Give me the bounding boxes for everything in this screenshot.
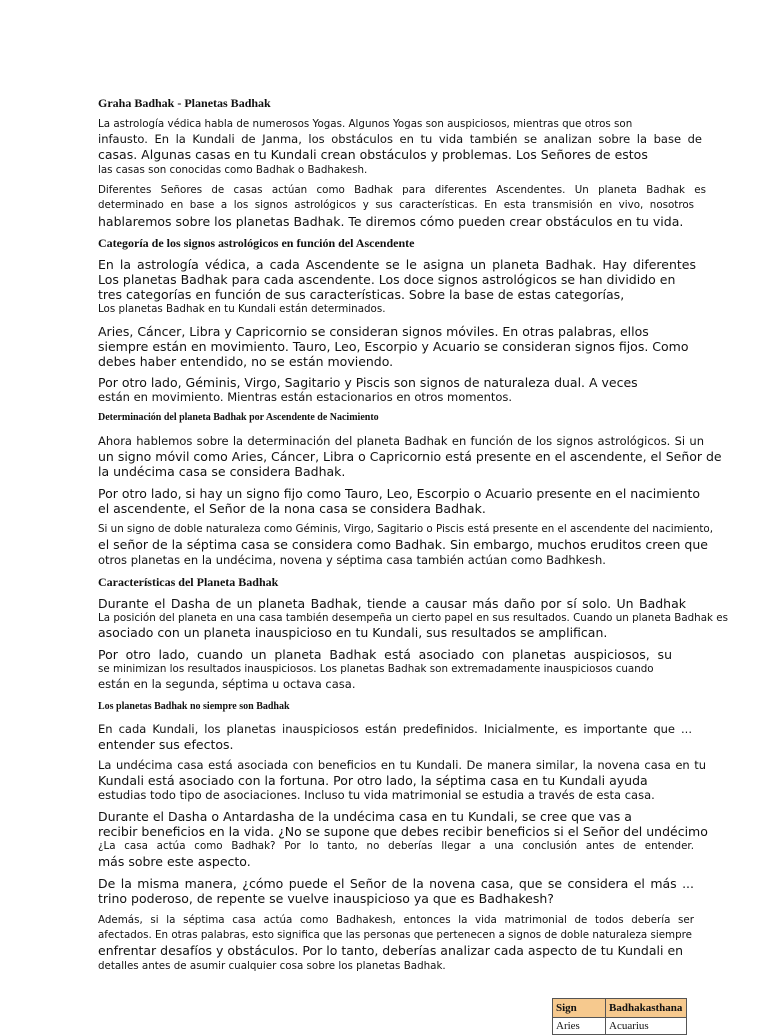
heading-caracteristicas: Características del Planeta Badhak	[98, 575, 279, 589]
text-line: el ascendente, el Señor de la nona casa se considera Badhak.	[98, 501, 486, 516]
text-line: Kundali está asociado con la fortuna. Por otro lado, la séptima casa en tu Kundali ayuda	[98, 773, 648, 788]
text-line: otros planetas en la undécima, novena y séptima casa también actúan como Badhkesh.	[98, 553, 606, 567]
heading-graha-badhak: Graha Badhak - Planetas Badhak	[98, 96, 271, 110]
text-line: estudias todo tipo de asociaciones. Incluso tu vida matrimonial se estudia a través de esta casa.	[98, 788, 655, 802]
text-line: Durante el Dasha de un planeta Badhak, tiende a causar más daño por sí solo. Un Badhak	[98, 596, 686, 611]
text-line: más sobre este aspecto.	[98, 854, 251, 869]
text-line: hablaremos sobre los planetas Badhak. Te diremos cómo pueden crear obstáculos en tu vida.	[98, 214, 684, 229]
text-line: están en la segunda, séptima u octava casa.	[98, 677, 356, 691]
text-line: En la astrología védica, a cada Ascendente se le asigna un planeta Badhak. Hay diferentes	[98, 257, 696, 272]
text-line: De la misma manera, ¿cómo puede el Señor de la novena casa, que se considera el más ...	[98, 876, 694, 891]
text-line: La posición del planeta en una casa también desempeña un cierto papel en sus resultados. Cuando un planeta Badhak es	[98, 612, 728, 624]
heading-categoria: Categoría de los signos astrológicos en función del Ascendente	[98, 236, 415, 250]
text-line: un signo móvil como Aries, Cáncer, Libra o Capricornio está presente en el ascendente, el Señor de	[98, 449, 722, 464]
text-line: Por otro lado, Géminis, Virgo, Sagitario y Piscis son signos de naturaleza dual. A veces	[98, 375, 638, 390]
table-row	[553, 1018, 687, 1035]
text-line: Diferentes Señores de casas actúan como Badhak para diferentes Ascendentes. Un planeta Badhak es	[98, 184, 706, 196]
text-line: trino poderoso, de repente se vuelve inauspicioso ya que es Badhakesh?	[98, 891, 554, 906]
text-line: afectados. En otras palabras, esto significa que las personas que pertenecen a signos de doble naturaleza siempre	[98, 929, 692, 941]
text-line: Por otro lado, cuando un planeta Badhak está asociado con planetas auspiciosos, su	[98, 647, 672, 662]
column-header-sign: Sign	[553, 999, 606, 1018]
text-line: Ahora hablemos sobre la determinación del planeta Badhak en función de los signos astrológicos. Si un	[98, 434, 704, 448]
text-line: entender sus efectos.	[98, 737, 234, 752]
text-line: Si un signo de doble naturaleza como Géminis, Virgo, Sagitario o Piscis está presente en el ascendente del nacimiento,	[98, 523, 713, 535]
text-line: detalles antes de asumir cualquier cosa sobre los planetas Badhak.	[98, 960, 446, 972]
text-line: Aries, Cáncer, Libra y Capricornio se consideran signos móviles. En otras palabras, ellos	[98, 324, 649, 339]
text-line: Durante el Dasha o Antardasha de la undécima casa en tu Kundali, se cree que vas a	[98, 809, 632, 824]
text-line: la undécima casa se considera Badhak.	[98, 464, 346, 479]
heading-determinacion: Determinación del planeta Badhak por Ascendente de Nacimiento	[98, 412, 379, 423]
text-line: las casas son conocidas como Badhak o Badhakesh.	[98, 164, 368, 176]
text-line: tres categorías en función de sus características. Sobre la base de estas categorías,	[98, 287, 625, 302]
table-cell-sign: Aries	[553, 1018, 606, 1035]
text-line: casas. Algunas casas en tu Kundali crean obstáculos y problemas. Los Señores de estos	[98, 147, 648, 162]
text-line: La astrología védica habla de numerosos Yogas. Algunos Yogas son auspiciosos, mientras que otros son	[98, 118, 633, 130]
badhak-table	[552, 998, 687, 1035]
text-line: debes haber entendido, no se están moviendo.	[98, 354, 394, 369]
text-line: Además, si la séptima casa actúa como Badhakesh, entonces la vida matrimonial de todos debería ser	[98, 914, 694, 926]
text-line: enfrentar desafíos y obstáculos. Por lo tanto, deberías analizar cada aspecto de tu Kundali en	[98, 943, 684, 958]
text-line: La undécima casa está asociada con beneficios en tu Kundali. De manera similar, la novena casa en tu	[98, 758, 706, 772]
table-cell-badhakasthana: Acuarius	[606, 1018, 687, 1035]
table-header-row	[553, 999, 687, 1018]
text-line: Por otro lado, si hay un signo fijo como Tauro, Leo, Escorpio o Acuario presente en el nacimiento	[98, 486, 701, 501]
text-line: se minimizan los resultados inauspiciosos. Los planetas Badhak son extremadamente inauspiciosos cuando	[98, 663, 654, 675]
text-line: infausto. En la Kundali de Janma, los obstáculos en tu vida también se analizan sobre la base de	[98, 132, 702, 146]
text-line: Los planetas Badhak para cada ascendente. Los doce signos astrológicos se han dividido en	[98, 272, 676, 287]
text-line: asociado con un planeta inauspicioso en tu Kundali, sus resultados se amplifican.	[98, 625, 608, 640]
text-line: el señor de la séptima casa se considera como Badhak. Sin embargo, muchos eruditos creen que	[98, 537, 708, 552]
text-line: En cada Kundali, los planetas inauspiciosos están predefinidos. Inicialmente, es importante que ...	[98, 722, 692, 736]
text-line: están en movimiento. Mientras están estacionarios en otros momentos.	[98, 390, 513, 404]
text-line: Los planetas Badhak en tu Kundali están determinados.	[98, 303, 386, 315]
text-line: determinado en base a los signos astrológicos y sus características. En esta transmisión en vivo, nosotros	[98, 199, 694, 211]
text-line: siempre están en movimiento. Tauro, Leo, Escorpio y Acuario se consideran signos fijos. Como	[98, 339, 689, 354]
heading-no-siempre: Los planetas Badhak no siempre son Badhak	[98, 701, 290, 712]
text-line: ¿La casa actúa como Badhak? Por lo tanto, no deberías llegar a una conclusión antes de entender.	[98, 840, 694, 852]
column-header-badhakasthana: Badhakasthana	[606, 999, 687, 1018]
text-line: recibir beneficios en la vida. ¿No se supone que debes recibir beneficios si el Señor del undécimo	[98, 824, 708, 839]
